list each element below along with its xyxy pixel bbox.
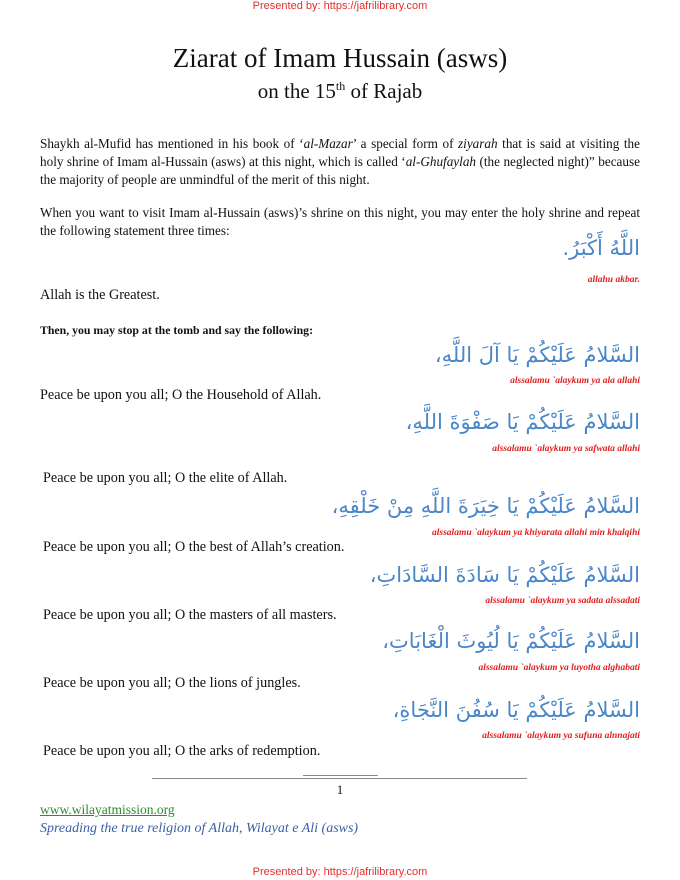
presented-by-footer: Presented by: https://jafrilibrary.com	[252, 866, 428, 878]
subtitle-post: of Rajab	[345, 79, 423, 103]
website-link[interactable]: www.wilayatmission.org	[40, 802, 175, 817]
salutation-arabic: السَّلامُ عَلَيْكُمْ يَا خِيَرَةَ اللَّهِ مِنْ خَلْقِهِ،	[331, 494, 640, 518]
salutation-translit: alssalamu `alaykum ya sufuna alnnajati	[482, 731, 640, 741]
presented-by-header: Presented by: https://jafrilibrary.com	[252, 0, 428, 12]
p1-d: (the neglected night)” because the majority of people are unmindful of the merit of this night.	[40, 154, 640, 187]
p1-a: Shaykh al-Mufid has mentioned in his book of ‘	[40, 136, 304, 151]
salutation-translit: alssalamu `alaykum ya luyotha alghabati	[478, 663, 640, 673]
intro-paragraph-2: When you want to visit Imam al-Hussain (asws)’s shrine on this night, you may enter the holy shrine and repeat the following statement three times:	[40, 205, 640, 238]
salutation-arabic: السَّلامُ عَلَيْكُمْ يَا سُفُنَ النَّجَاةِ،	[392, 698, 640, 722]
salutation-translation: Peace be upon you all; O the Household of Allah.	[40, 387, 322, 403]
takbir-arabic: اللَّهُ أَكْبَرُ.	[562, 236, 640, 260]
salutation-translation: Peace be upon you all; O the lions of jungles.	[43, 675, 301, 691]
subtitle-pre: on the 15	[257, 79, 336, 103]
instruction-line: Then, you may stop at the tomb and say the following:	[40, 323, 313, 337]
salutation-translit: alssalamu `alaykum ya ala allahi	[510, 376, 640, 386]
footer-rule	[152, 778, 527, 779]
p1-name: al-Ghufaylah	[405, 154, 477, 169]
salutation-translation: Peace be upon you all; O the best of Allah’s creation.	[43, 539, 345, 555]
p1-book: al-Mazar	[303, 136, 353, 151]
salutation-translation: Peace be upon you all; O the masters of all masters.	[43, 607, 337, 623]
salutation-translation: Peace be upon you all; O the elite of Allah.	[43, 470, 288, 486]
takbir-translit: allahu akbar.	[587, 275, 640, 285]
subtitle-sup: th	[335, 79, 346, 93]
takbir-translation: Allah is the Greatest.	[40, 287, 160, 303]
salutation-arabic: السَّلامُ عَلَيْكُمْ يَا لُيُوثَ الْغَابَاتِ،	[382, 629, 640, 653]
p1-ziyarah: ziyarah	[458, 136, 498, 151]
salutation-arabic: السَّلامُ عَلَيْكُمْ يَا سَادَةَ السَّادَاتِ،	[369, 563, 640, 587]
salutation-translit: alssalamu `alaykum ya khiyarata allahi min khalqihi	[432, 528, 640, 538]
salutation-arabic: السَّلامُ عَلَيْكُمْ يَا آلَ اللَّهِ،	[434, 343, 640, 367]
salutation-translit: alssalamu `alaykum ya safwata allahi	[492, 444, 640, 454]
p1-c: that is said at visiting the holy shrine of Imam al-Hussain (asws) at this night, which is called ‘	[40, 136, 640, 169]
salutation-translit: alssalamu `alaykum ya sadata alssadati	[485, 596, 640, 606]
p1-b: ’ a special form of	[352, 136, 459, 151]
page-title: Ziarat of Imam Hussain (asws)	[172, 43, 508, 73]
page-number: 1	[336, 782, 344, 797]
page-subtitle	[0, 78, 680, 104]
footer-short-rule	[303, 775, 378, 776]
salutation-arabic: السَّلامُ عَلَيْكُمْ يَا صَفْوَةَ اللَّهِ،	[405, 410, 640, 434]
footer-tagline: Spreading the true religion of Allah, Wilayat e Ali (asws)	[40, 821, 359, 836]
intro-paragraph-1	[40, 135, 640, 189]
salutation-translation: Peace be upon you all; O the arks of redemption.	[43, 743, 321, 759]
